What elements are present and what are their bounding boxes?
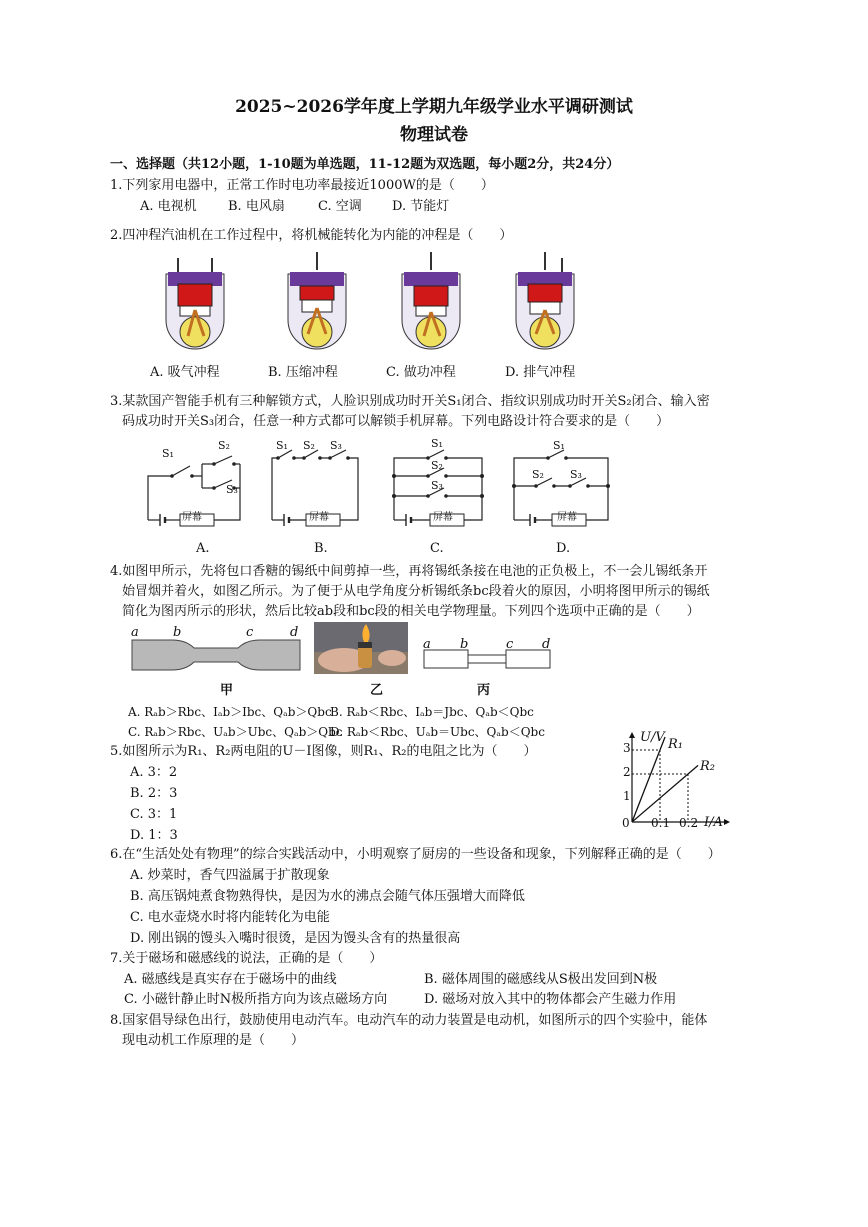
q1-option-d: D. 节能灯 bbox=[392, 199, 450, 214]
jia-label-b: b bbox=[173, 625, 182, 640]
q3-stem-line2: 码成功时开关S₃闭合，任意一种方式都可以解锁手机屏幕。下列电路设计符合要求的是（ ） bbox=[122, 414, 670, 429]
q2-option-c: C. 做功冲程 bbox=[386, 365, 456, 380]
engine-intake-figure bbox=[160, 250, 230, 360]
q7-option-b: B. 磁体周围的磁感线从S极出发回到N极 bbox=[424, 972, 658, 987]
q8-stem-line1: 8.国家倡导绿色出行，鼓励使用电动汽车。电动汽车的动力装置是电动机，如图所示的四个实验中，能体 bbox=[110, 1013, 708, 1028]
jia-label-a: a bbox=[131, 625, 139, 640]
circuit-a-s1-label: S₁ bbox=[162, 447, 174, 460]
q5-stem: 5.如图所示为R₁、R₂两电阻的U－I图像，则R₁、R₂的电阻之比为（ ） bbox=[110, 744, 537, 759]
q3-option-a: A. bbox=[196, 541, 210, 556]
q4-stem-line2: 始冒烟并着火，如图乙所示。为了便于从电学角度分析锡纸条bc段着火的原因，小明将图甲所示的锡纸 bbox=[122, 584, 710, 599]
q6-option-c: C. 电水壶烧水时将内能转化为电能 bbox=[130, 910, 330, 925]
circuit-b-screen-label: 屏幕 bbox=[309, 512, 329, 523]
exam-subtitle: 物理试卷 bbox=[400, 125, 468, 145]
chart-origin-label: 0 bbox=[622, 816, 630, 830]
q7-option-d: D. 磁场对放入其中的物体都会产生磁力作用 bbox=[424, 992, 677, 1007]
q8-stem-line2: 现电动机工作原理的是（ ） bbox=[122, 1033, 305, 1048]
circuit-c-screen-label: 屏幕 bbox=[433, 512, 453, 523]
chart-xtick-0.1: 0.1 bbox=[651, 816, 671, 830]
q1-option-a: A. 电视机 bbox=[140, 199, 197, 214]
q4-option-b: B. Rₐb＜Rbc、Iₐb＝Jbc、Qₐb＜Qbc bbox=[330, 705, 534, 719]
fig-label-yi: 乙 bbox=[370, 683, 384, 698]
tinfoil-figure-bing bbox=[422, 648, 552, 670]
chart-xlabel: I/A bbox=[704, 815, 723, 830]
circuit-b-s1-label: S₁ bbox=[276, 439, 288, 452]
burning-tinfoil-photo bbox=[314, 622, 408, 674]
q7-option-c: C. 小磁针静止时N极所指方向为该点磁场方向 bbox=[124, 992, 388, 1007]
q6-stem: 6.在“生活处处有物理”的综合实践活动中，小明观察了厨房的一些设备和现象，下列解释正确的是（ ） bbox=[110, 847, 721, 862]
series-label-r1: R₁ bbox=[668, 737, 683, 752]
fig-label-jia: 甲 bbox=[220, 683, 234, 698]
chart-ytick-1: 1 bbox=[623, 789, 631, 803]
q2-option-d: D. 排气冲程 bbox=[505, 365, 576, 380]
circuit-a-s2-label: S₂ bbox=[218, 439, 230, 452]
exam-title: 2025~2026学年度上学期九年级学业水平调研测试 bbox=[235, 97, 633, 117]
circuit-d-s1-label: S₁ bbox=[553, 439, 565, 452]
circuit-a-s3-label: S₃ bbox=[226, 483, 238, 496]
circuit-b-s2-label: S₂ bbox=[303, 439, 315, 452]
section-heading: 一、选择题（共12小题，1-10题为单选题，11-12题为双选题，每小题2分，共24分） bbox=[110, 157, 620, 172]
circuit-d-s3-label: S₃ bbox=[570, 468, 582, 481]
bing-label-b: b bbox=[460, 637, 469, 652]
engine-compression-figure bbox=[282, 250, 352, 360]
q4-option-d: D. Rₐb＜Rbc、Uₐb＝Ubc、Qₐb＜Qbc bbox=[330, 725, 545, 739]
circuit-c-s3-label: S₃ bbox=[431, 479, 443, 492]
jia-label-c: c bbox=[246, 625, 254, 640]
q4-stem-line3: 简化为图丙所示的形状，然后比较ab段和bc段的相关电学物理量。下列四个选项中正确的是（ ） bbox=[122, 604, 700, 619]
engine-power-figure bbox=[396, 250, 466, 360]
q6-option-a: A. 炒菜时，香气四溢属于扩散现象 bbox=[130, 868, 330, 883]
bing-label-d: d bbox=[542, 637, 551, 652]
circuit-b-s3-label: S₃ bbox=[330, 439, 342, 452]
q5-option-c: C. 3：1 bbox=[130, 807, 178, 822]
circuit-d-s2-label: S₂ bbox=[532, 468, 544, 481]
q7-option-a: A. 磁感线是真实存在于磁场中的曲线 bbox=[124, 972, 337, 987]
tinfoil-figure-jia bbox=[128, 636, 308, 676]
q5-option-d: D. 1：3 bbox=[130, 828, 178, 843]
jia-label-d: d bbox=[290, 625, 299, 640]
circuit-d-screen-label: 屏幕 bbox=[557, 512, 577, 523]
q6-option-d: D. 刚出锅的馒头入嘴时很烫，是因为馒头含有的热量很高 bbox=[130, 931, 461, 946]
chart-xtick-0.2: 0.2 bbox=[679, 816, 699, 830]
q1-option-b: B. 电风扇 bbox=[228, 199, 285, 214]
q2-stem: 2.四冲程汽油机在工作过程中，将机械能转化为内能的冲程是（ ） bbox=[110, 228, 513, 243]
q3-stem-line1: 3.某款国产智能手机有三种解锁方式，人脸识别成功时开关S₁闭合、指纹识别成功时开关S₂闭合、输入密 bbox=[110, 394, 710, 409]
q2-option-b: B. 压缩冲程 bbox=[268, 365, 338, 380]
q2-option-a: A. 吸气冲程 bbox=[150, 365, 220, 380]
chart-ytick-3: 3 bbox=[623, 741, 631, 755]
circuit-c-s2-label: S₂ bbox=[431, 459, 443, 472]
q3-option-c: C. bbox=[430, 541, 444, 556]
q5-option-b: B. 2：3 bbox=[130, 786, 178, 801]
chart-ytick-2: 2 bbox=[623, 765, 631, 779]
q4-option-c: C. Rₐb＞Rbc、Uₐb＞Ubc、Qₐb＞Qbc bbox=[128, 725, 343, 739]
q3-option-b: B. bbox=[314, 541, 328, 556]
q3-option-d: D. bbox=[556, 541, 571, 556]
chart-ylabel: U/V bbox=[640, 730, 665, 745]
circuit-c-s1-label: S₁ bbox=[431, 437, 443, 450]
circuit-a-screen-label: 屏幕 bbox=[182, 512, 202, 523]
engine-exhaust-figure bbox=[510, 250, 580, 360]
q6-option-b: B. 高压锅炖煮食物熟得快，是因为水的沸点会随气体压强增大而降低 bbox=[130, 889, 525, 904]
series-label-r2: R₂ bbox=[700, 759, 715, 774]
q4-option-a: A. Rₐb＞Rbc、Iₐb＞Ibc、Qₐb＞Qbc bbox=[128, 705, 332, 719]
bing-label-a: a bbox=[423, 637, 431, 652]
q1-option-c: C. 空调 bbox=[318, 199, 362, 214]
fig-label-bing: 丙 bbox=[477, 683, 491, 698]
q7-stem: 7.关于磁场和磁感线的说法，正确的是（ ） bbox=[110, 951, 383, 966]
q4-stem-line1: 4.如图甲所示，先将包口香糖的锡纸中间剪掉一些，再将锡纸条接在电池的正负极上，不一会儿锡纸条开 bbox=[110, 564, 708, 579]
bing-label-c: c bbox=[506, 637, 514, 652]
q1-stem: 1.下列家用电器中，正常工作时电功率最接近1000W的是（ ） bbox=[110, 178, 494, 193]
q5-option-a: A. 3：2 bbox=[130, 765, 178, 780]
